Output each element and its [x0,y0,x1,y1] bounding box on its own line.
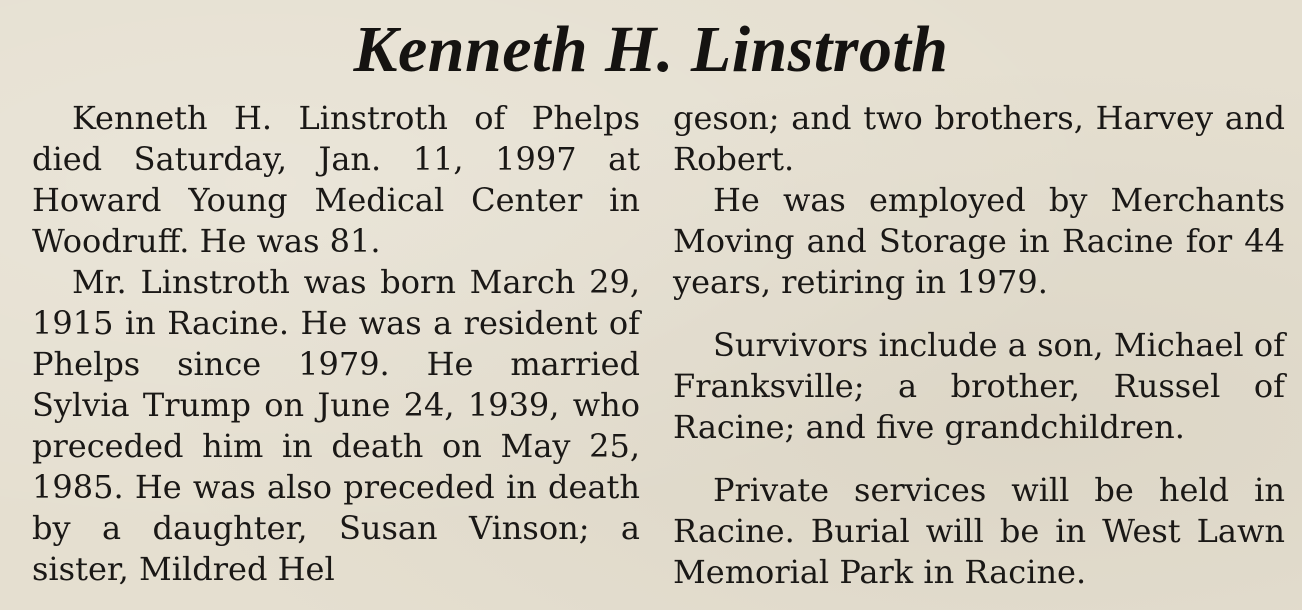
paragraph-biography: Mr. Linstroth was born March 29, 1915 in Racine. He was a resident of Phelps since 1979. He married Sylvia Trump on June 24, 1939, who preceded him in death on May 25, 1985. He was also preceded in death by a daughter, Susan Vinson; a sister, Mildred Hel [32,263,640,588]
paragraph-biography-continued: geson; and two brothers, Harvey and Robert. [673,99,1285,178]
paragraph-employment: He was employed by Merchants Moving and Storage in Racine for 44 years, retiring in 1979. [673,181,1285,301]
paragraph-survivors: Survivors include a son, Michael of Franksville; a brother, Russel of Racine; and five grandchildren. [673,326,1285,446]
paragraph-death-notice: Kenneth H. Linstroth of Phelps died Saturday, Jan. 11, 1997 at Howard Young Medical Center in Woodruff. He was 81. [32,99,640,260]
paragraph-services: Private services will be held in Racine. Burial will be in West Lawn Memorial Park in Racine. [673,471,1285,591]
left-column [32,98,640,590]
right-column [673,98,1285,593]
obituary-headline: Kenneth H. Linstroth [353,13,949,86]
